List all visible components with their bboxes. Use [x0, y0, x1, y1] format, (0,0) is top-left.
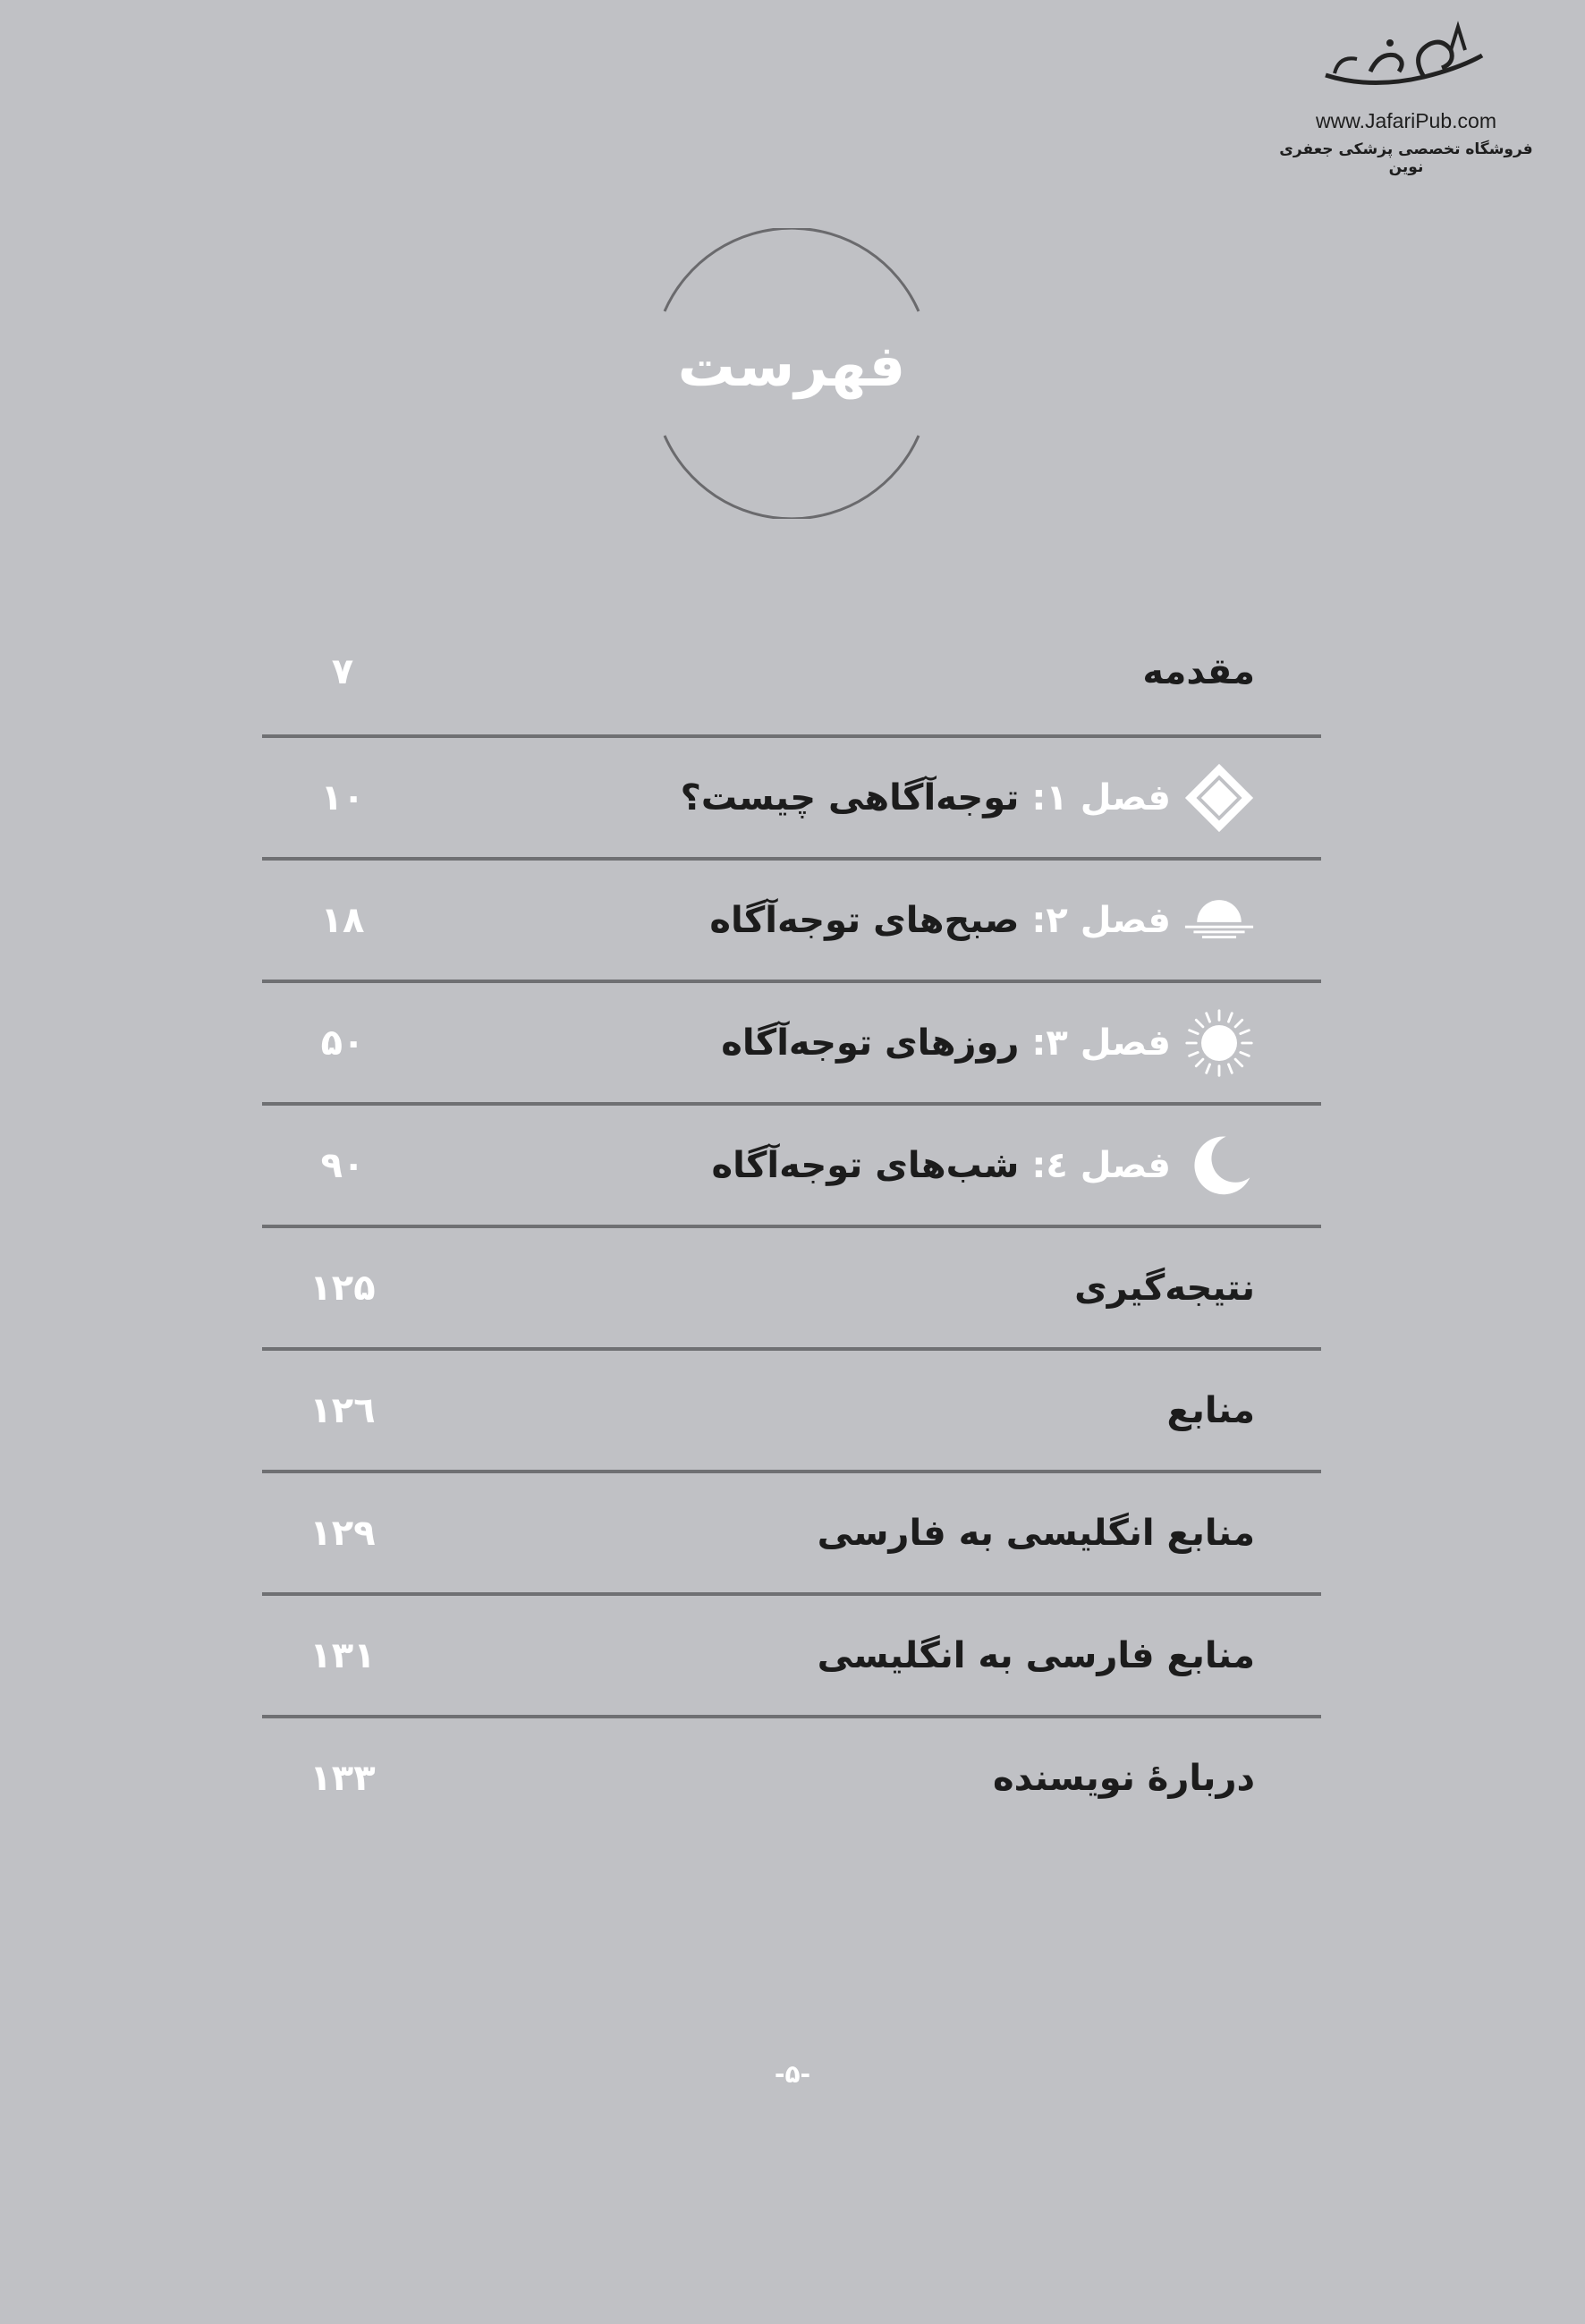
toc-label: مقدمه: [1142, 650, 1255, 692]
toc-label: صبح‌های توجه‌آگاه: [709, 899, 1020, 941]
toc-chapter-number: فصل ۲:: [1031, 899, 1171, 941]
toc-row-references[interactable]: [262, 1351, 1321, 1473]
toc-page-number: ۱۲٦: [309, 1389, 376, 1431]
toc-label: دربارهٔ نویسنده: [992, 1757, 1255, 1799]
toc-row-chapter-2[interactable]: [262, 861, 1321, 983]
toc-row-chapter-3[interactable]: [262, 983, 1321, 1106]
sunrise-icon: [1183, 885, 1255, 956]
toc-page-number: ۵۰: [320, 1022, 365, 1064]
toc-page-number: ۱۲۵: [309, 1267, 376, 1309]
toc-label: شب‌های توجه‌آگاه: [711, 1144, 1020, 1186]
toc-page-number: ۱۳۱: [309, 1634, 376, 1676]
toc-row-glossary-en-fa[interactable]: [262, 1473, 1321, 1596]
toc-label: نتیجه‌گیری: [1074, 1267, 1255, 1309]
toc-page-number: ۱۲۹: [309, 1512, 376, 1554]
page-number-footer: -۵-: [774, 2059, 811, 2089]
toc-label: روزهای توجه‌آگاه: [721, 1022, 1020, 1064]
page-title: فهرست: [677, 334, 906, 400]
toc-row-introduction[interactable]: [262, 608, 1321, 738]
toc-label: منابع فارسی به انگلیسی: [817, 1634, 1255, 1676]
toc-chapter-number: فصل ۳:: [1031, 1022, 1171, 1064]
toc-page-number: ۱۰: [320, 776, 365, 818]
diamond-icon: [1183, 762, 1255, 834]
toc-row-glossary-fa-en[interactable]: [262, 1596, 1321, 1718]
toc-page-number: ۱۸: [320, 899, 365, 941]
toc-row-chapter-1[interactable]: [262, 738, 1321, 861]
toc-row-about-author[interactable]: [262, 1718, 1321, 1837]
toc-label: منابع انگلیسی به فارسی: [817, 1512, 1255, 1554]
publisher-tagline: فروشگاه تخصصی پزشکی جعفری نوین: [1279, 140, 1533, 176]
toc-row-chapter-4[interactable]: [262, 1106, 1321, 1228]
sun-icon: [1183, 1007, 1255, 1079]
table-of-contents: [262, 608, 1321, 1837]
publisher-mark-icon: [1317, 20, 1496, 109]
toc-chapter-number: فصل ٤:: [1031, 1144, 1171, 1186]
toc-page-number: ۱۳۳: [309, 1757, 376, 1799]
publisher-url: www.JafariPub.com: [1316, 109, 1496, 132]
toc-page-number: ۷: [331, 650, 354, 692]
moon-icon: [1183, 1130, 1255, 1201]
toc-label: منابع: [1166, 1389, 1255, 1431]
toc-label: توجه‌آگاهی چیست؟: [680, 776, 1020, 818]
page-title-block: [657, 228, 926, 519]
toc-row-conclusion[interactable]: [262, 1228, 1321, 1351]
toc-page-number: ۹۰: [320, 1144, 365, 1186]
toc-chapter-number: فصل ۱:: [1031, 776, 1171, 818]
publisher-logo: [1272, 20, 1540, 176]
